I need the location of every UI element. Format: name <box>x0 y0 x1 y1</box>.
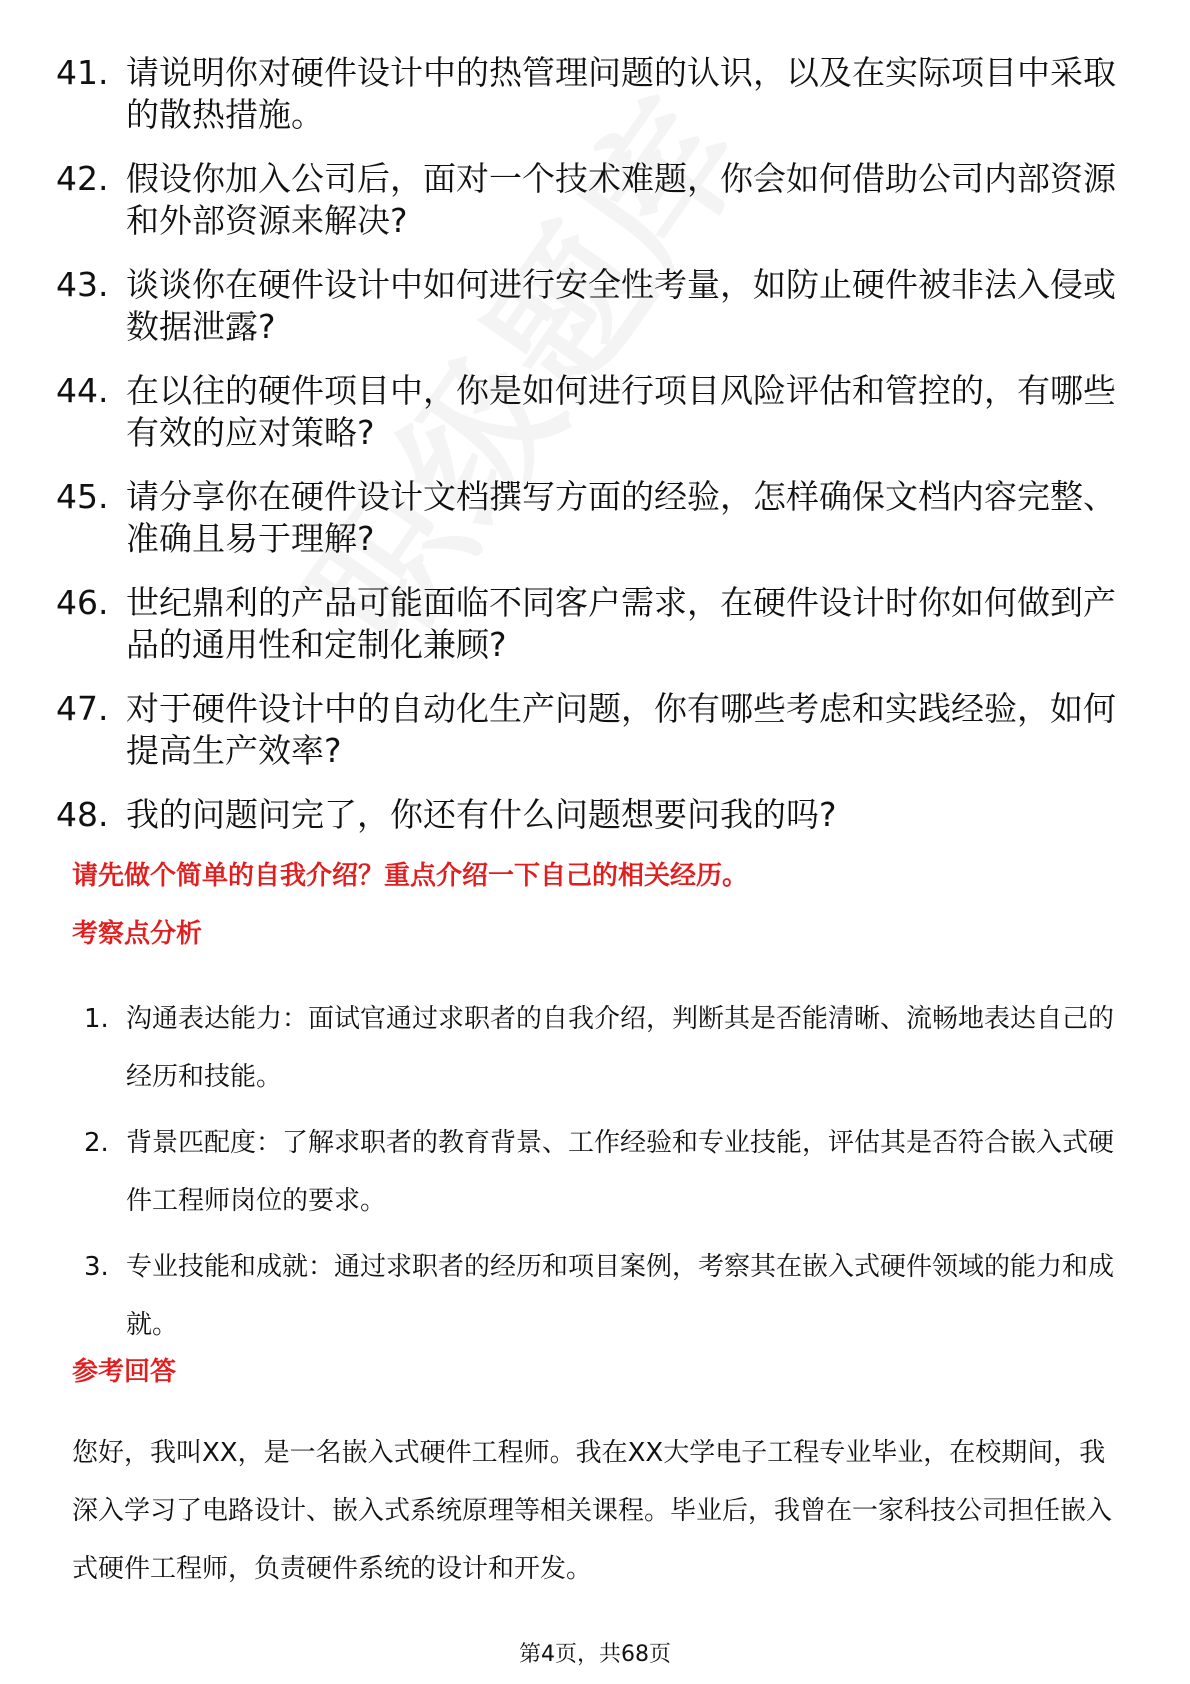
question-item <box>56 264 1116 348</box>
analysis-point <box>84 990 1114 1106</box>
analysis-point <box>84 1238 1114 1354</box>
question-text: 假设你加入公司后，面对一个技术难题，你会如何借助公司内部资源和外部资源来解决? <box>126 159 1116 240</box>
page-footer: 第4页，共68页 <box>519 1642 671 1667</box>
question-item <box>56 688 1116 772</box>
section-title: 请先做个简单的自我介绍？重点介绍一下自己的相关经历。 <box>72 861 749 891</box>
point-text: 专业技能和成就：通过求职者的经历和项目案例，考察其在嵌入式硬件领域的能力和成就。 <box>126 1252 1115 1340</box>
question-text: 对于硬件设计中的自动化生产问题，你有哪些考虑和实践经验，如何提高生产效率? <box>126 689 1116 770</box>
analysis-heading: 考察点分析 <box>72 919 203 949</box>
question-text: 世纪鼎利的产品可能面临不同客户需求，在硬件设计时你如何做到产品的通用性和定制化兼顾? <box>126 583 1116 664</box>
question-number: 47. <box>56 689 109 728</box>
question-number: 44. <box>56 371 109 410</box>
question-text: 请分享你在硬件设计文档撰写方面的经验，怎样确保文档内容完整、准确且易于理解? <box>126 477 1116 558</box>
analysis-point <box>84 1114 1114 1230</box>
question-number: 45. <box>56 477 109 516</box>
question-item <box>56 52 1116 136</box>
point-number: 1. <box>84 1004 109 1034</box>
question-number: 42. <box>56 159 109 198</box>
question-text: 在以往的硬件项目中，你是如何进行项目风险评估和管控的，有哪些有效的应对策略? <box>126 371 1116 452</box>
question-list <box>56 52 1116 858</box>
question-item <box>56 370 1116 454</box>
question-item <box>56 476 1116 560</box>
point-number: 2. <box>84 1128 109 1158</box>
question-text: 请说明你对硬件设计中的热管理问题的认识，以及在实际项目中采取的散热措施。 <box>126 53 1116 134</box>
question-number: 46. <box>56 583 109 622</box>
point-text: 背景匹配度：了解求职者的教育背景、工作经验和专业技能，评估其是否符合嵌入式硬件工程师岗位的要求。 <box>126 1128 1115 1216</box>
point-number: 3. <box>84 1252 109 1282</box>
question-text: 我的问题问完了，你还有什么问题想要问我的吗? <box>126 795 837 834</box>
answer-heading: 参考回答 <box>72 1357 177 1387</box>
question-item <box>56 582 1116 666</box>
point-text: 沟通表达能力：面试官通过求职者的自我介绍，判断其是否能清晰、流畅地表达自己的经历和技能。 <box>126 1004 1115 1092</box>
answer-paragraph: 您好，我叫XX，是一名嵌入式硬件工程师。我在XX大学电子工程专业毕业，在校期间，我深入学习了电路设计、嵌入式系统原理等相关课程。毕业后，我曾在一家科技公司担任嵌入式硬件工程师，负责硬件系统的设计和开发。 <box>72 1438 1113 1584</box>
analysis-points <box>84 990 1114 1362</box>
question-item <box>56 158 1116 242</box>
question-number: 48. <box>56 795 109 834</box>
question-number: 43. <box>56 265 109 304</box>
question-text: 谈谈你在硬件设计中如何进行安全性考量，如防止硬件被非法入侵或数据泄露? <box>126 265 1116 346</box>
question-number: 41. <box>56 53 109 92</box>
question-item <box>56 794 1116 836</box>
